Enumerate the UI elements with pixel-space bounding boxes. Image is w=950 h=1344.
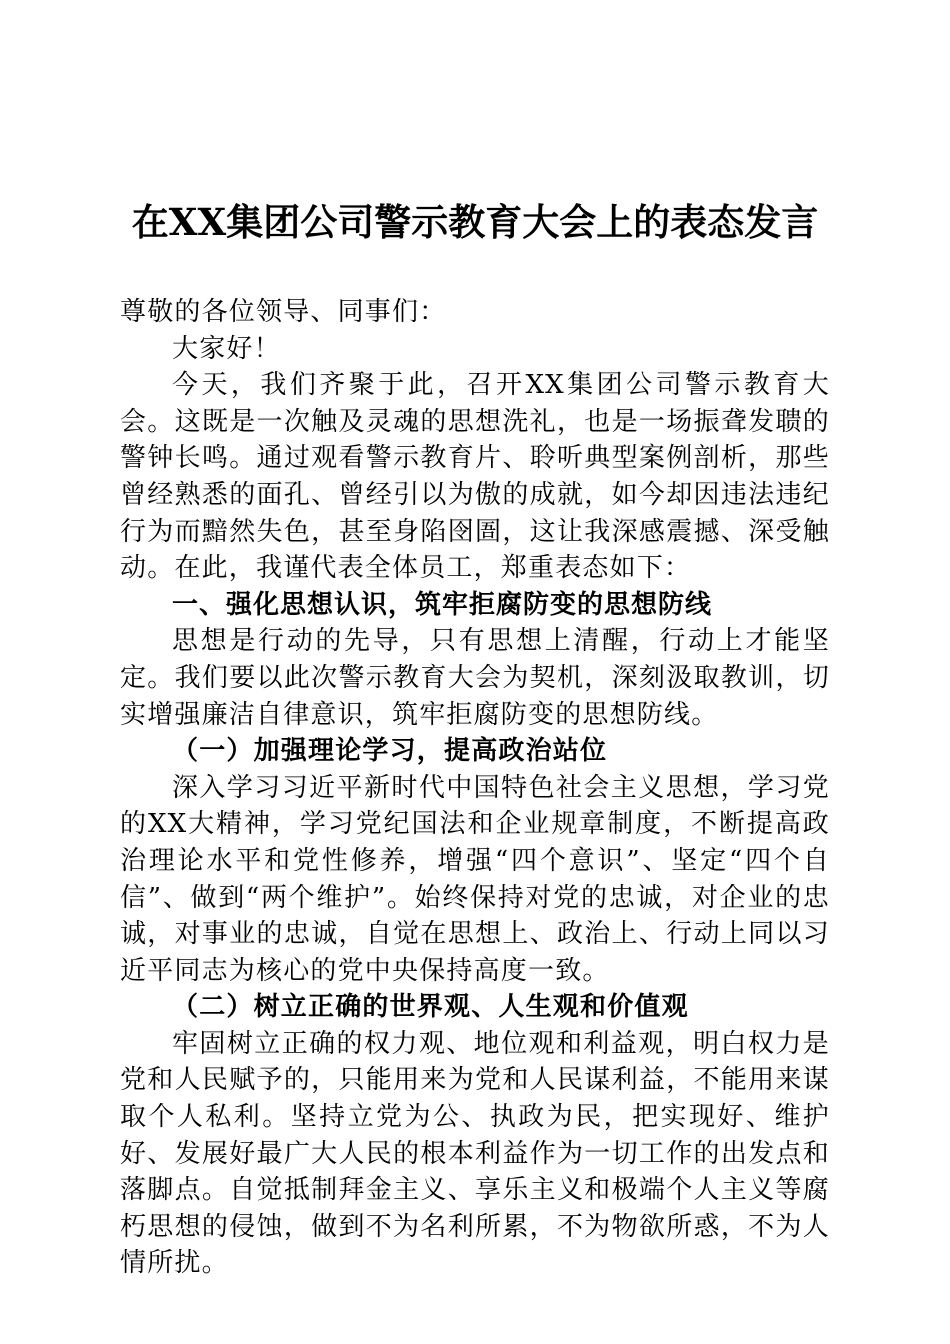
intro-paragraph: 今天，我们齐聚于此，召开XX集团公司警示教育大会。这既是一次触及灵魂的思想洗礼，也是一场振聋发聩的警钟长鸣。通过观看警示教育片、聆听典型案例剖析，那些曾经熟悉的面孔、曾经引以为傲的成就，如今却因违法违纪行为而黯然失色，甚至身陷囹圄，这让我深感震撼、深受触动。在此，我谨代表全体员工，郑重表态如下：: [120, 370, 830, 584]
section-1-paragraph: 思想是行动的先导，只有思想上清醒，行动上才能坚定。我们要以此次警示教育大会为契机，深刻汲取教训，切实增强廉洁自律意识，筑牢拒腐防变的思想防线。: [120, 626, 830, 730]
greeting: 大家好！: [172, 333, 281, 364]
document-body: [120, 294, 830, 1282]
document-title: 在XX集团公司警示教育大会上的表态发言: [131, 200, 819, 244]
subsection-2-heading: （二）树立正确的世界观、人生观和价值观: [172, 992, 689, 1023]
subsection-1-paragraph: 深入学习习近平新时代中国特色社会主义思想，学习党的XX大精神，学习党纪国法和企业规章制度，不断提高政治理论水平和党性修养，增强“四个意识”、坚定“四个自信”、做到“两个维护”。始终保持对党的忠诚，对企业的忠诚，对事业的忠诚，自觉在思想上、政治上、行动上同以习近平同志为核心的党中央保持高度一致。: [120, 772, 830, 986]
subsection-2-paragraph: 牢固树立正确的权力观、地位观和利益观，明白权力是党和人民赋予的，只能用来为党和人民谋利益，不能用来谋取个人私利。坚持立党为公、执政为民，把实现好、维护好、发展好最广大人民的根本利益作为一切工作的出发点和落脚点。自觉抵制拜金主义、享乐主义和极端个人主义等腐朽思想的侵蚀，做到不为名利所累，不为物欲所惑，不为人情所扰。: [120, 1028, 830, 1279]
section-1-heading: 一、强化思想认识，筑牢拒腐防变的思想防线: [172, 589, 713, 620]
subsection-1-heading: （一）加强理论学习，提高政治站位: [172, 736, 608, 767]
salutation: 尊敬的各位领导、同事们：: [120, 297, 447, 327]
